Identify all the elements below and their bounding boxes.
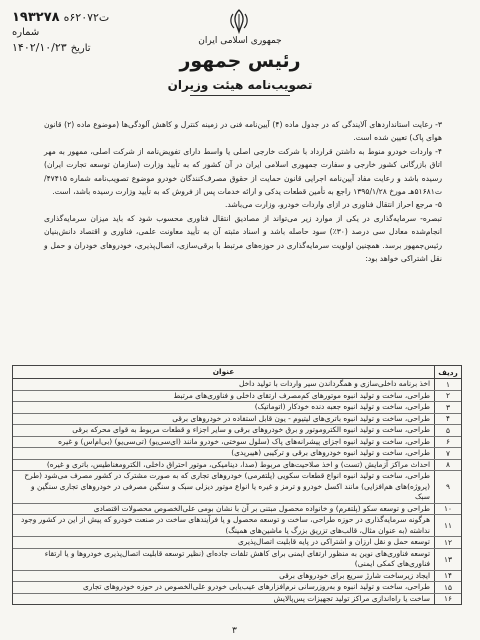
table-row — [13, 537, 461, 549]
row-number: ۵ — [434, 425, 461, 436]
table-row — [13, 402, 461, 414]
table-row — [13, 471, 461, 504]
row-number: ۶ — [434, 437, 461, 448]
row-number: ۱۰ — [434, 504, 461, 515]
table-header — [13, 366, 461, 379]
col-row-header: ردیف — [434, 366, 461, 378]
number-label: شماره — [12, 27, 40, 38]
row-number: ۴ — [434, 414, 461, 425]
row-number: ۱۳ — [434, 549, 461, 570]
document-body — [44, 118, 442, 265]
row-number: ۱ — [434, 379, 461, 390]
investment-table — [12, 365, 462, 605]
table-row — [13, 504, 461, 516]
row-number: ۹ — [434, 471, 461, 503]
letter-number: ۱۹۳۲۷۸ — [12, 10, 60, 25]
row-title: طراحی، ساخت و تولید انبوه و به‌روزرسانی نرم‌افزارهای عیب‌یابی خودرو علی‌الخصوص در حوزه خودروهای تجاری — [83, 582, 430, 591]
clause-5: ۵- مرجع احراز انتقال فناوری در ازای واردات خودرو، وزارت می‌باشد. — [224, 200, 442, 210]
row-title: طراحی، ساخت و تولید انبوه موتورهای کم‌مصرف ارتقای داخلی و فناوری‌های مرتبط — [173, 390, 430, 400]
iran-emblem-icon — [226, 8, 252, 34]
table-row — [13, 414, 461, 426]
row-title: طراحی و توسعه سکو (پلتفرم) و خانواده محصول مبتنی بر آن با نشان بومی علی‌الخصوص محصولات اقتصادی — [93, 503, 430, 513]
row-number: ۳ — [434, 402, 461, 413]
row-title: طراحی، ساخت و تولید انبوه خودروهای برقی و ترکیبی (هیبریدی) — [231, 448, 430, 457]
row-title: ساخت یا راه‌اندازی مراکز تولید تجهیزات پس‌پالایش — [273, 593, 430, 603]
table-row — [13, 571, 461, 583]
document-type: تصویب‌نامه هیئت وزیران — [167, 78, 313, 92]
row-title: احداث مراکز آزمایش (تست) و اخذ صلاحیت‌های مربوط (صدا، دینامیکی، موتور احتراق داخلی، الکترومغناطیس، باتری و غیره) — [46, 459, 430, 469]
table-row — [13, 425, 461, 437]
row-number: ۱۴ — [434, 571, 461, 582]
letter-ref: ت۶۲۰۷۲ه — [63, 11, 110, 24]
clause-3: ۳- رعایت استانداردهای آلایندگی که در جدول ماده (۴) آیین‌نامه فنی در زمینه کنترل و کاهش آلودگی‌ها (موضوع ماده (۲) قانون هوای پاک) تعیین شده است. — [44, 120, 443, 143]
title-underline — [190, 95, 290, 96]
row-title: طراحی، ساخت و تولید انبوه انواع قطعات سکویی (پلتفرمی) خودروهای تجاری که به صورت مشترک در کشور مصرف می‌شود (طرح (پروژه)های هم‌افزایی) مانند اکسل خودرو و ترمز و غیره یا انواع موتور دیزلی سبک و سنگین مصرفی در خودروهای تجاری سنگین و سبک — [24, 471, 430, 501]
table-row — [13, 582, 461, 594]
date-label: تاریخ — [70, 43, 91, 54]
clause-4: ۴- واردات خودرو منوط به داشتن قرارداد با شرکت خارجی اصلی یا واسط دارای تفویض‌نامه از شرکت اصلی، ممهور به مهر اتاق بازرگانی کشور خارجی و سفارت جمهوری اسلامی ایران در آن کشور که به تأیید وزارت (سازمان توسعه تجارت ایران) رسیده باشد و رعایت مفاد آیین‌نامه اجرایی قانون حمایت از حقوق مصرف‌کنندگان خودرو موضوع تصویب‌نامه شماره ۴۷۴۱۵/ت۵۱۶۸۱هـ مورخ ۱۳۹۵/۱/۲۸ راجع به تأمین قطعات یدکی و ارائه خدمات پس از فروش که به تأیید وزارت رسیده باشد، است. — [44, 146, 442, 197]
row-number: ۷ — [434, 448, 461, 459]
table-row — [13, 594, 461, 605]
row-number: ۱۵ — [434, 582, 461, 593]
page-number: ۳ — [232, 626, 237, 636]
clause-note: تبصره- سرمایه‌گذاری در یکی از موارد زیر می‌تواند از مصادیق انتقال فناوری محسوب شود که باید میزان سرمایه‌گذاری انجام‌شده معادل سی درصد (۳۰٪) سود حاصله باشد و اسناد مثبته آن به تأیید معاونت علمی، فناوری و اقتصاد دانش‌بنیان رئیس‌جمهور برسد. همچنین اولویت سرمایه‌گذاری در حوزه‌های مرتبط با برقی‌سازی، اتصال‌پذیری، خودروهای خودران و حمل و نقل اشتراکی خواهد بود: — [44, 213, 442, 264]
row-title: توسعه حمل و نقل ارزان و اشتراکی در پایه قابلیت اتصال‌پذیری — [238, 537, 430, 546]
row-number: ۱۶ — [434, 594, 461, 605]
table-row — [13, 437, 461, 449]
row-title: طراحی، ساخت و تولید انبوه الکتروموتور و برق خودروهای برقی و سایر اجزاء و قطعات مربوط به قوای محرکه برقی — [72, 425, 430, 434]
row-title: طراحی، ساخت و تولید انبوه باتری‌های لیتیوم - یون قابل استفاده در خودروهای برقی — [172, 413, 430, 423]
table-row — [13, 460, 461, 472]
row-title: اخذ برنامه داخلی‌سازی و همگرداندن سیر واردات با تولید داخل — [239, 379, 430, 388]
table-row — [13, 391, 461, 403]
row-number: ۸ — [434, 460, 461, 471]
row-title: هرگونه سرمایه‌گذاری در حوزه طراحی، ساخت و توسعه محصول و یا فرآیندهای ساخت در صنعت خودرو که پیش از این در کشور وجود نداشته (به عنوان مثال، قالب‌های تزریق بزرگ یا ماشین‌های همینگ) — [21, 515, 430, 535]
col-title-header: عنوان — [212, 366, 235, 376]
row-title: طراحی، ساخت و تولید انبوه جعبه دنده خودکار (اتوماتیک) — [254, 402, 430, 411]
table-body — [13, 379, 461, 604]
row-number: ۱۲ — [434, 537, 461, 548]
row-title: توسعه فناوری‌های نوین به منظور ارتقای ایمنی برای کاهش تلفات جاده‌ای (نظیر توسعه قابلیت اتصال‌پذیری خودروها و یا ارتقاء فناوری‌های کمکی ایمنی) — [44, 548, 430, 568]
row-number: ۲ — [434, 391, 461, 402]
office-title: رئیس جمهور — [179, 50, 301, 72]
row-number: ۱۱ — [434, 515, 461, 536]
table-row — [13, 379, 461, 391]
table-row — [13, 448, 461, 460]
header-number-block — [12, 10, 109, 56]
table-row — [13, 549, 461, 571]
row-title: طراحی، ساخت و تولید انبوه اجزای پیشرانه‌های پاک (سلول سوختی، خودرو مانند (ای‌سی‌یو) (تی‌سی‌یو) (بی‌ام‌اس) و غیره — [58, 436, 430, 446]
letter-date: ۱۴۰۲/۱۰/۲۳ — [12, 41, 67, 54]
row-title: ایجاد زیرساخت شارژ سریع برای خودروهای برقی — [279, 570, 430, 580]
table-row — [13, 515, 461, 537]
country-name: جمهوری اسلامی ایران — [198, 36, 282, 46]
